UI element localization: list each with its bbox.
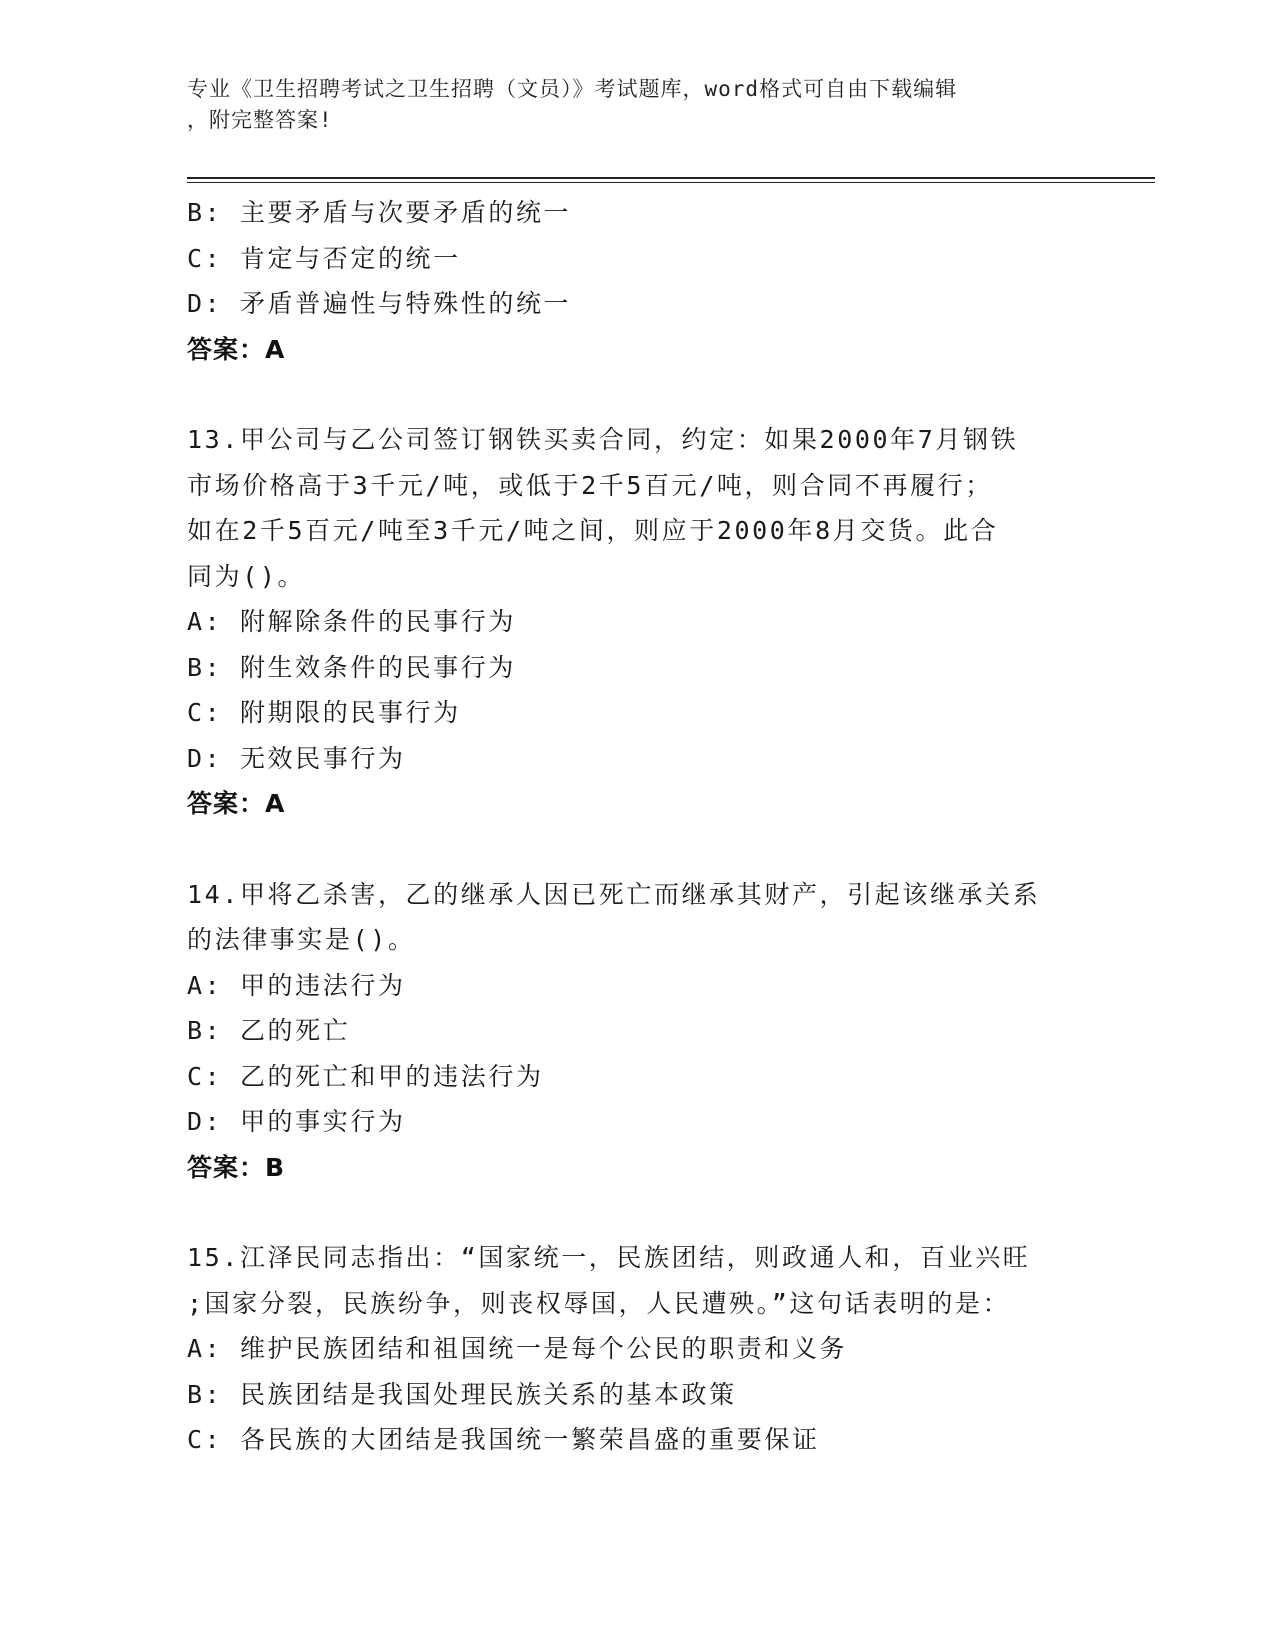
question-13-stem [187,417,1087,599]
answer-label: 答案：A [187,789,286,818]
stem-line: 的法律事实是()。 [187,925,416,954]
option-b: B: 乙的死亡 [187,1016,351,1045]
option-a: A: 甲的违法行为 [187,970,406,1000]
option-d: D: 无效民事行为 [187,743,406,773]
stem-line: 13.甲公司与乙公司签订钢铁买卖合同，约定：如果2000年7月钢铁 [187,425,1019,454]
header-divider-thick [187,177,1155,179]
header-line-2: ，附完整答案! [187,108,333,132]
option-d: D: 甲的事实行为 [187,1107,406,1136]
option-a: A: 维护民族团结和祖国统一是每个公民的职责和义务 [187,1334,848,1363]
question-15-block [187,1235,1087,1463]
stem-line: 同为()。 [187,561,306,591]
spacer [187,372,1087,417]
option-b: B: 附生效条件的民事行为 [187,652,516,682]
option-a: A: 附解除条件的民事行为 [187,607,516,636]
stem-line: 如在2千5百元/吨至3千元/吨之间，则应于2000年8月交货。此合 [187,516,999,545]
page-header [187,74,1067,136]
option-b: B: 主要矛盾与次要矛盾的统一 [187,198,572,227]
stem-line: 14.甲将乙杀害，乙的继承人因已死亡而继承其财产，引起该继承关系 [187,879,1041,909]
answer-label: 答案：B [187,1152,286,1182]
stem-line: 15.江泽民同志指出：“国家统一，民族团结，则政通人和，百业兴旺 [187,1243,1031,1272]
question-15-stem [187,1235,1087,1326]
option-c: C: 附期限的民事行为 [187,698,461,727]
option-c: C: 肯定与否定的统一 [187,243,461,273]
question-13-block [187,417,1087,827]
header-divider-thin [187,182,1155,183]
stem-line: ;国家分裂，民族纷争，则丧权辱国，人民遭殃。”这句话表明的是： [187,1288,1011,1318]
question-14-block [187,872,1087,1191]
option-b: B: 民族团结是我国处理民族关系的基本政策 [187,1379,737,1409]
prev-question-block [187,190,1087,372]
stem-line: 市场价格高于3千元/吨，或低于2千5百元/吨，则合同不再履行； [187,470,993,500]
question-14-stem [187,872,1087,963]
question-content [187,190,1087,1463]
option-d: D: 矛盾普遍性与特殊性的统一 [187,289,572,318]
option-c: C: 各民族的大团结是我国统一繁荣昌盛的重要保证 [187,1425,820,1454]
option-c: C: 乙的死亡和甲的违法行为 [187,1061,544,1091]
header-line-1: 专业《卫生招聘考试之卫生招聘（文员）》考试题库，word格式可自由下载编辑 [187,77,958,101]
answer-label: 答案：A [187,334,286,364]
spacer [187,1190,1087,1235]
spacer [187,827,1087,872]
